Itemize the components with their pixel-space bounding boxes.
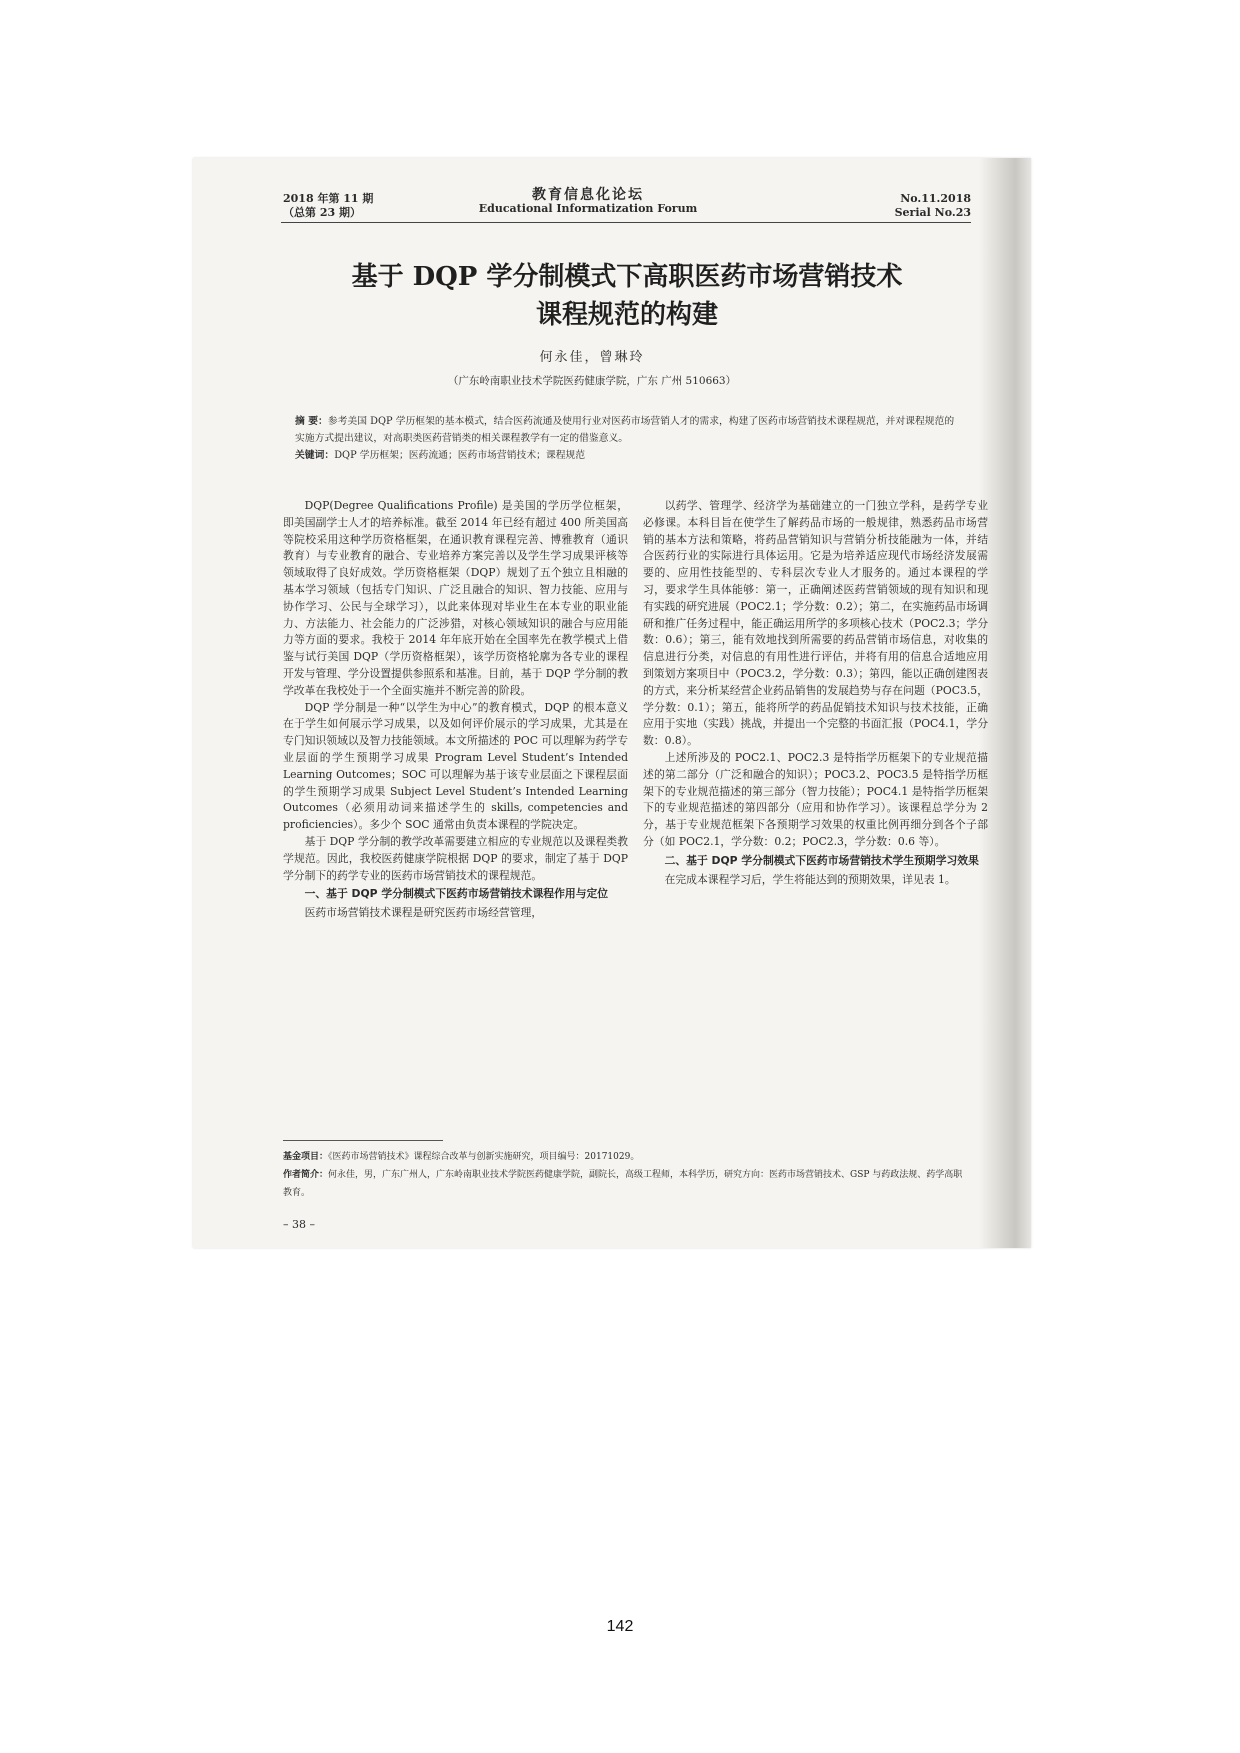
header-serial-line1: No.11.2018 <box>900 192 971 205</box>
header-issue <box>283 192 373 220</box>
pdf-page-number: 142 <box>606 1618 634 1635</box>
journal-name-en: Educational Informatization Forum <box>478 202 698 215</box>
paragraph: 以药学、管理学、经济学为基础建立的一门独立学科，是药学专业必修课。本科目旨在使学生了解药品市场的一般规律，熟悉药品市场营销的基本方法和策略，将药品营销知识与营销分析技能融为一体，并结合医药行业的实际进行具体运用。它是为培养适应现代市场经济发展需要的、应用性技能型的、专科层次专业人才服务的。通过本课程的学习，要求学生具体能够：第一，正确阐述医药营销领域的现有知识和现有实践的研究进展（POC2.1；学分数：0.2）；第二，在实施药品市场调研和推广任务过程中，能正确运用所学的多项核心技术（POC2.3；学分数：0.6）；第三，能有效地找到所需要的药品营销市场信息，对收集的信息进行分类，对信息的有用性进行评估，并将有用的信息合适地应用到策划方案项目中（POC3.2，学分数：0.3）；第四，能以正确创建图表的方式，来分析某经营企业药品销售的发展趋势与存在问题（POC3.5，学分数：0.1）；第五，能将所学的药品促销技术知识与技术技能，正确应用于实地（实践）挑战，并提出一个完整的书面汇报（POC4.1，学分数：0.8）。 <box>643 499 988 748</box>
fund-text: 《医药市场营销技术》课程综合改革与创新实施研究，项目编号：20171029。 <box>328 1152 640 1162</box>
header-issue-line1: 2018 年第 11 期 <box>283 192 374 205</box>
header-serial-line2: Serial No.23 <box>894 206 971 219</box>
journal-name-cn: 教育信息化论坛 <box>532 187 644 203</box>
article-title <box>283 258 971 334</box>
paragraph: 上述所涉及的 POC2.1、POC2.3 是特指学历框架下的专业规范描述的第二部分（广泛和融合的知识）；POC3.2、POC3.5 是特指学历框架下的专业规范描述的第三部分（智力技能）；POC4.1 是特指学历框架下的专业规范描述的第四部分（应用和协作学习）。该课程总学分为 2 分，基于专业规范框架下各预期学习效果的权重比例再细分到各个子部分（如 POC2.1，学分数：0.2；POC2.3，学分数：0.6 等）。 <box>643 750 988 848</box>
paragraph: DQP 学分制是一种“以学生为中心”的教育模式，DQP 的根本意义在于学生如何展示学习成果，以及如何评价展示的学习成果，尤其是在专门知识领域以及智力技能领域。本文所描述的 POC 可以理解为药学专业层面的学生预期学习成果 Program Level Student’s Intended Learning Outcomes；SOC 可以理解为基于该专业层面之下课程层面的学生预期学习成果 Subject Level Student’s Intended Learning Outcomes（必须用动词来描述学生的 skills, competencies and proficiencies）。多少个 SOC 通常由负责本课程的学院决定。 <box>283 700 628 832</box>
footnotes <box>283 1148 971 1202</box>
paragraph: 基于 DQP 学分制的教学改革需要建立相应的专业规范以及课程类教学规范。因此，我校医药健康学院根据 DQP 的要求，制定了基于 DQP 学分制下的药学专业的医药市场营销技术的课程规范。 <box>283 834 628 882</box>
footnote-rule <box>283 1140 443 1141</box>
header-issue-line2: （总第 23 期） <box>283 206 361 219</box>
paragraph: 医药市场营销技术课程是研究医药市场经营管理， <box>304 906 543 920</box>
keywords-label: 关键词： <box>295 450 335 461</box>
author-bio-text: 何永佳，男，广东广州人，广东岭南职业技术学院医药健康学院，副院长，高级工程师，本科学历，研究方向：医药市场营销技术、GSP 与药政法规、药学高职教育。 <box>283 1170 963 1198</box>
keywords-text: DQP 学历框架；医药流通；医药市场营销技术；课程规范 <box>334 450 586 461</box>
scanned-journal-page <box>193 158 1031 1248</box>
section-heading-2: 二、基于 DQP 学分制模式下医药市场营销技术学生预期学习效果 <box>664 853 979 867</box>
header-serial <box>895 192 971 220</box>
section-heading-1: 一、基于 DQP 学分制模式下医药市场营销技术课程作用与定位 <box>304 887 609 901</box>
affiliation: （广东岭南职业技术学院医药健康学院，广东 广州 510663） <box>447 375 737 387</box>
title-line2: 课程规范的构建 <box>535 300 718 330</box>
header-rule <box>281 222 971 223</box>
header-journal <box>473 188 703 216</box>
authors: 何永佳，曾琳玲 <box>539 350 645 365</box>
title-line1: 基于 DQP 学分制模式下高职医药市场营销技术 <box>351 262 903 292</box>
abstract-label: 摘 要： <box>295 416 328 427</box>
abstract-text: 参考美国 DQP 学历框架的基本模式，结合医药流通及使用行业对医药市场营销人才的需求，构建了医药市场营销技术课程规范，并对课程规范的实施方式提出建议，对高职类医药营销类的相关课程教学有一定的借鉴意义。 <box>295 416 955 444</box>
abstract <box>295 413 961 464</box>
journal-page-number: – 38 – <box>283 1218 315 1231</box>
left-column <box>283 498 628 922</box>
paragraph: DQP(Degree Qualifications Profile) 是美国的学历学位框架，即美国副学士人才的培养标准。截至 2014 年已经有超过 400 所美国高等院校采用这种学历资格框架，在通识教育课程完善、博雅教育（通识教育）与专业教育的融合、专业培养方案完善以及学生学习成果评核等领域取得了良好成效。学历资格框架（DQP）规划了五个独立且相融的基本学习领域（包括专门知识、广泛且融合的知识、智力技能、应用与协作学习、公民与全球学习），以此来体现对毕业生在本专业的职业能力、方法能力、社会能力的广泛涉猎，对核心领域知识的融合与应用能力等方面的要求。我校于 2014 年年底开始在全国率先在教学模式上借鉴与试行美国 DQP（学历资格框架），该学历资格轮廓为各专业的课程开发与管理、学分设置提供参照系和基准。目前，基于 DQP 学分制的教学改革在我校处于一个全面实施并不断完善的阶段。 <box>283 499 628 697</box>
right-column <box>643 498 988 888</box>
author-bio-label: 作者简介： <box>283 1170 329 1180</box>
paragraph: 在完成本课程学习后，学生将能达到的预期效果，详见表 1。 <box>664 872 956 886</box>
fund-label: 基金项目： <box>283 1152 329 1162</box>
